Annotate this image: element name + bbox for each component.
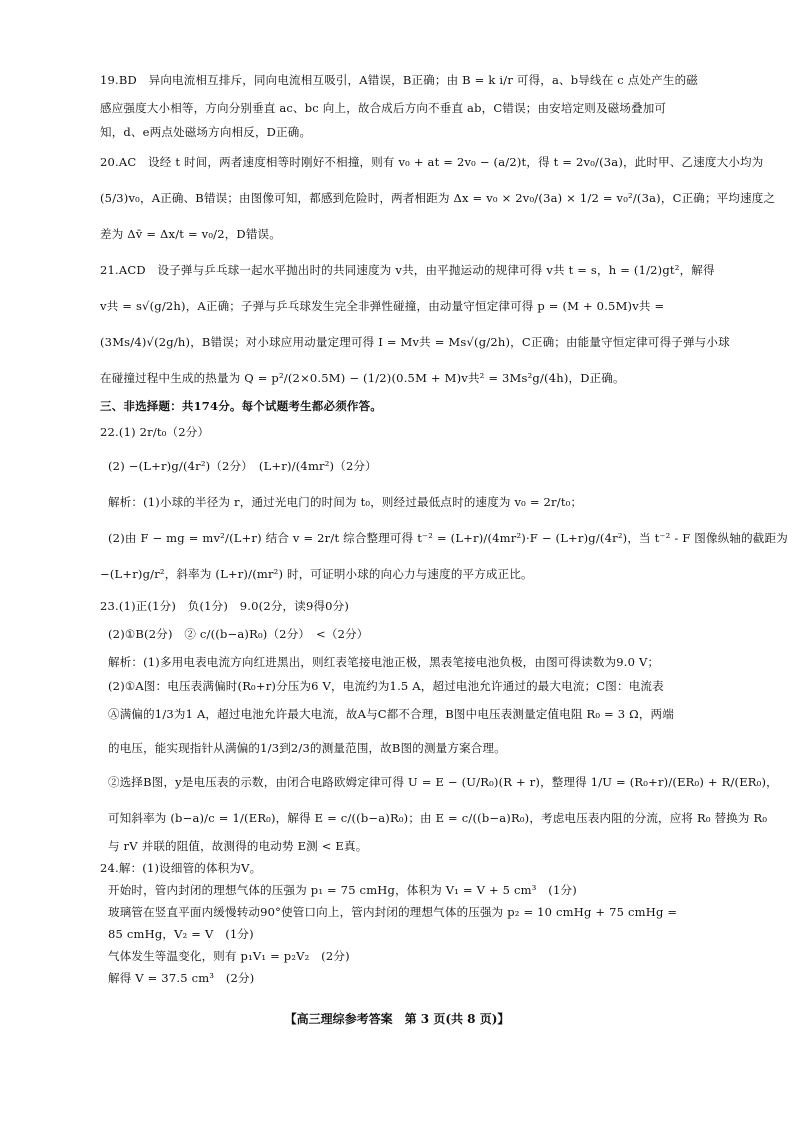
text-line: (3Ms/4)√(2g/h)，B错误；对小球应用动量定理可得 I = Mv共 = Ms√(g/2h)，C正确；由能量守恒定律可得子弹与小球 [100, 335, 730, 349]
text-line: 玻璃管在竖直平面内缓慢转动90°使管口向上，管内封闭的理想气体的压强为 p₂ = 10 cmHg + 75 cmHg = [108, 905, 678, 919]
text-line: v共 = s√(g/2h)，A正确；子弹与乒乓球发生完全非弹性碰撞，由动量守恒定律可得 p = (M + 0.5M)v共 = [100, 299, 665, 313]
text-line: 85 cmHg，V₂ = V (1分) [108, 927, 254, 941]
text-line: 22.(1) 2r/t₀（2分） [100, 425, 210, 439]
text-line: 23.(1)正(1分) 负(1分) 9.0(2分，读9得0分) [100, 599, 350, 613]
text-line: 20.AC 设经 t 时间，两者速度相等时刚好不相撞，则有 v₀ + at = 2v₀ − (a/2)t，得 t = 2v₀/(3a)，此时甲、乙速度大小均为 [100, 155, 764, 169]
text-line: Ⓐ满偏的1/3为1 A，超过电池允许最大电流，故A与C都不合理，B图中电压表测量定值电阻 R₀ = 3 Ω，两端 [108, 707, 674, 721]
text-line: 19.BD 异向电流相互排斥，同向电流相互吸引，A错误，B正确；由 B = k i/r 可得，a、b导线在 c 点处产生的磁 [100, 73, 698, 87]
text-line: 在碰撞过程中生成的热量为 Q = p²/(2×0.5M) − (1/2)(0.5M + M)v共² = 3Ms²g/(4h)，D正确。 [100, 371, 625, 385]
text-line: (2) −(L+r)g/(4r²)（2分） (L+r)/(4mr²)（2分） [108, 459, 377, 473]
text-line: 解析：(1)多用电表电流方向红进黑出，则红表笔接电池正极，黑表笔接电池负极，由图可得读数为9.0 V； [108, 655, 660, 669]
text-line: 三、非选择题：共174分。每个试题考生都必须作答。 [100, 399, 383, 413]
text-line: 开始时，管内封闭的理想气体的压强为 p₁ = 75 cmHg，体积为 V₁ = V + 5 cm³ (1分) [108, 883, 577, 897]
text-line: 气体发生等温变化，则有 p₁V₁ = p₂V₂ (2分) [108, 949, 350, 963]
text-line: (2)①B(2分) ② c/((b−a)R₀)（2分） <（2分） [108, 627, 369, 641]
text-line: 差为 Δv̄ = Δx/t = v₀/2，D错误。 [100, 227, 281, 241]
text-line: 感应强度大小相等，方向分别垂直 ac、bc 向上，故合成后方向不垂直 ab，C错误；由安培定则及磁场叠加可 [100, 101, 667, 115]
text-line: 解得 V = 37.5 cm³ (2分) [108, 971, 255, 985]
text-line: 与 rV 并联的阻值，故测得的电动势 E测 < E真。 [108, 839, 368, 853]
text-line: 解析：(1)小球的半径为 r，通过光电门的时间为 t₀，则经过最低点时的速度为 v₀ = 2r/t₀； [108, 495, 583, 509]
text-line: 24.解：(1)设细管的体积为V。 [100, 861, 262, 875]
text-line: 的电压，能实现指针从满偏的1/3到2/3的测量范围，故B图的测量方案合理。 [108, 741, 506, 755]
text-line: 知，d、e两点处磁场方向相反，D正确。 [100, 125, 312, 139]
text-line: −(L+r)g/r²，斜率为 (L+r)/(mr²) 时，可证明小球的向心力与速度的平方成正比。 [100, 567, 533, 581]
text-line: (2)由 F − mg = mv²/(L+r) 结合 v = 2r/t 综合整理可得 t⁻² = (L+r)/(4mr²)·F − (L+r)g/(4r²)，当 t⁻² - F 图像纵轴的截距为 [108, 531, 788, 545]
text-line: 可知斜率为 (b−a)/c = 1/(ER₀)，解得 E = c/((b−a)R₀)；由 E = c/((b−a)R₀)，考虑电压表内阻的分流，应将 R₀ 替换为 R₀ [108, 811, 768, 825]
text-line: 21.ACD 设子弹与乒乓球一起水平抛出时的共同速度为 v共，由平抛运动的规律可得 v共 t = s，h = (1/2)gt²，解得 [100, 263, 715, 277]
text-line: (2)①A图：电压表满偏时(R₀+r)分压为6 V，电流约为1.5 A，超过电池允许通过的最大电流；C图：电流表 [108, 679, 664, 693]
text-line: ②选择B图，y是电压表的示数，由闭合电路欧姆定律可得 U = E − (U/R₀)(R + r)，整理得 1/U = (R₀+r)/(ER₀) + R/(ER₀)， [108, 775, 778, 789]
page-footer: 【高三理综参考答案 第 3 页(共 8 页)】 [284, 1012, 510, 1026]
text-line: (5/3)v₀，A正确、B错误；由图像可知，都感到危险时，两者相距为 Δx = v₀ × 2v₀/(3a) × 1/2 = v₀²/(3a)，C正确；平均速度之 [100, 191, 776, 205]
